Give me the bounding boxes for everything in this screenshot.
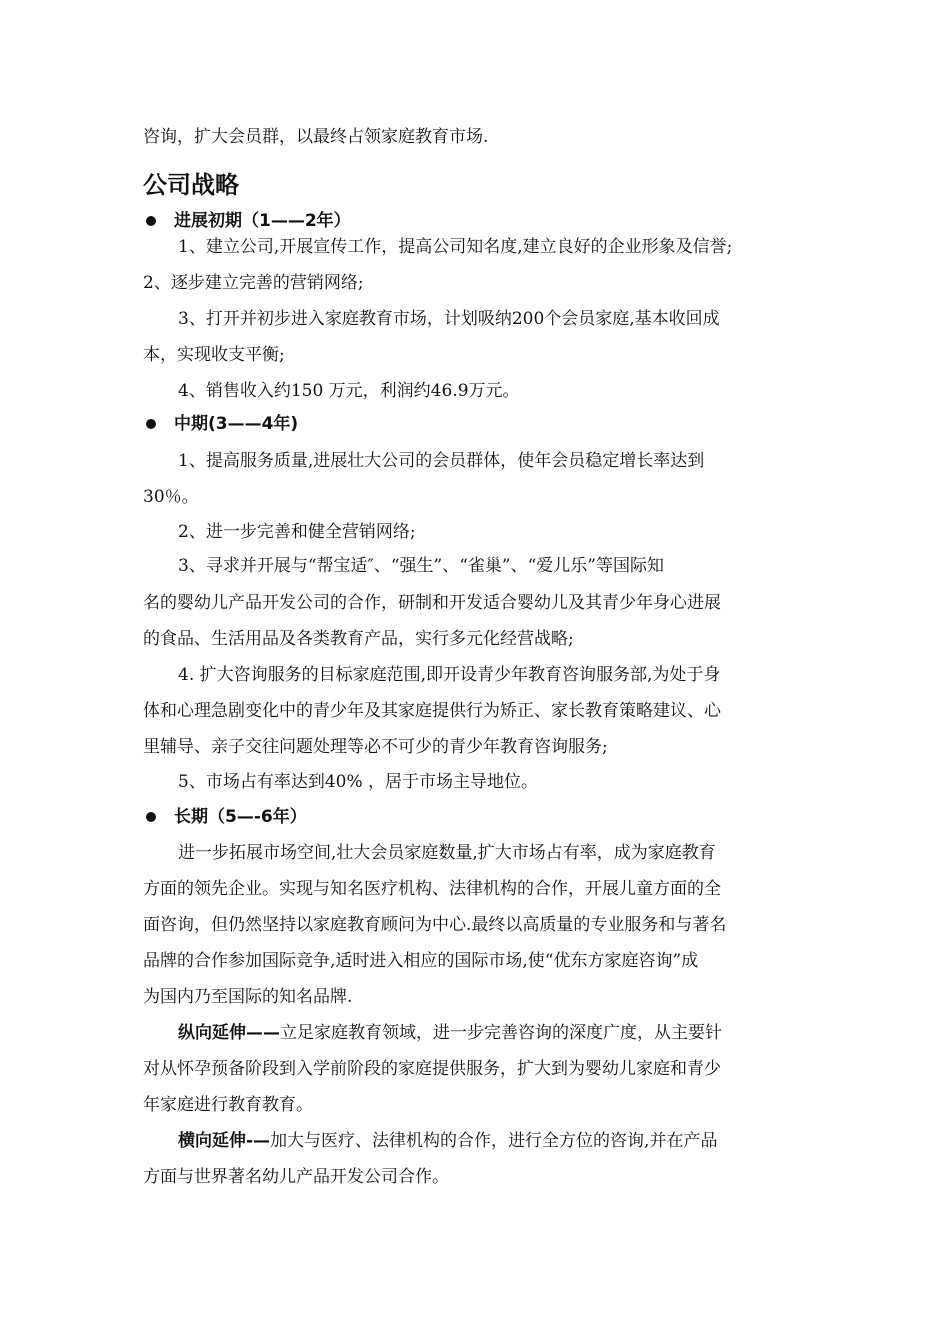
- vertical-extension-line-3: 年家庭进行教育教育。: [143, 1095, 313, 1115]
- bullet-icon: [146, 419, 156, 429]
- section-title: 公司战略: [143, 171, 239, 199]
- horizontal-extension-label: 横向延伸-—: [178, 1131, 271, 1151]
- long-para-line-3: 面咨询，但仍然坚持以家庭教育顾问为中心.最终以高质量的专业服务和与著名: [143, 915, 727, 935]
- horizontal-extension-line-2: 方面与世界著名幼儿产品开发公司合作。: [143, 1167, 449, 1187]
- bullet-icon: [146, 812, 156, 822]
- long-para-line-5: 为国内乃至国际的知名品牌.: [143, 987, 353, 1007]
- mid-item-5: 5、市场占有率达到40% ，居于市场主导地位。: [178, 772, 539, 792]
- long-para-line-1: 进一步拓展市场空间,壮大会员家庭数量,扩大市场占有率，成为家庭教育: [178, 843, 716, 863]
- long-stage-heading: [143, 806, 813, 828]
- early-item-4: 4、销售收入约150 万元，利润约46.9万元。: [178, 381, 520, 401]
- vertical-extension-text: 立足家庭教育领域，进一步完善咨询的深度广度，从主要针: [280, 1023, 722, 1043]
- early-item-2: 2、逐步建立完善的营销网络;: [143, 273, 364, 293]
- bullet-icon: [146, 216, 156, 226]
- long-para-line-2: 方面的领先企业。实现与知名医疗机构、法律机构的合作，开展儿童方面的全: [143, 879, 721, 899]
- mid-stage-heading: [143, 413, 813, 435]
- long-stage-heading-text: 长期（5—-6年）: [174, 807, 307, 827]
- early-item-3-line-2: 本，实现收支平衡;: [143, 345, 285, 365]
- long-para-line-4: 品牌的合作参加国际竞争,适时进入相应的国际市场,使“优东方家庭咨询”成: [143, 951, 699, 971]
- early-stage-heading-text: 进展初期（1——2年）: [174, 211, 351, 231]
- mid-item-3-line-2: 名的婴幼儿产品开发公司的合作，研制和开发适合婴幼儿及其青少年身心进展: [143, 593, 721, 613]
- early-item-1: 1、建立公司,开展宣传工作，提高公司知名度,建立良好的企业形象及信誉;: [178, 237, 733, 257]
- intro-line: 咨询，扩大会员群，以最终占领家庭教育市场.: [143, 127, 489, 147]
- mid-item-3-line-3: 的食品、生活用品及各类教育产品，实行多元化经营战略;: [143, 629, 574, 649]
- mid-stage-heading-text: 中期(3——4年): [174, 414, 299, 434]
- vertical-extension-line-1: [178, 1022, 813, 1044]
- horizontal-extension-line-1: [178, 1130, 813, 1152]
- mid-item-4-line-2: 体和心理急剧变化中的青少年及其家庭提供行为矫正、家长教育策略建议、心: [143, 701, 721, 721]
- vertical-extension-label: 纵向延伸——: [178, 1023, 280, 1043]
- mid-item-3-line-1: 3、寻求并开展与“帮宝适″、“强生”、“雀巢”、“爱儿乐”等国际知: [178, 556, 665, 576]
- vertical-extension-line-2: 对从怀孕预备阶段到入学前阶段的家庭提供服务，扩大到为婴幼儿家庭和青少: [143, 1059, 721, 1079]
- mid-item-4-line-3: 里辅导、亲子交往问题处理等必不可少的青少年教育咨询服务;: [143, 737, 608, 757]
- mid-item-4-line-1: 4. 扩大咨询服务的目标家庭范围,即开设青少年教育咨询服务部,为处于身: [178, 665, 721, 685]
- early-stage-heading: [143, 210, 813, 232]
- mid-item-1-line-2: 30％。: [143, 487, 199, 507]
- early-item-3-line-1: 3、打开并初步进入家庭教育市场，计划吸纳200个会员家庭,基本收回成: [178, 309, 720, 329]
- mid-item-1-line-1: 1、提高服务质量,进展壮大公司的会员群体，使年会员稳定增长率达到: [178, 451, 705, 471]
- horizontal-extension-text: 加大与医疗、法律机构的合作，进行全方位的咨询,并在产品: [270, 1131, 718, 1151]
- mid-item-2: 2、进一步完善和健全营销网络;: [178, 522, 416, 542]
